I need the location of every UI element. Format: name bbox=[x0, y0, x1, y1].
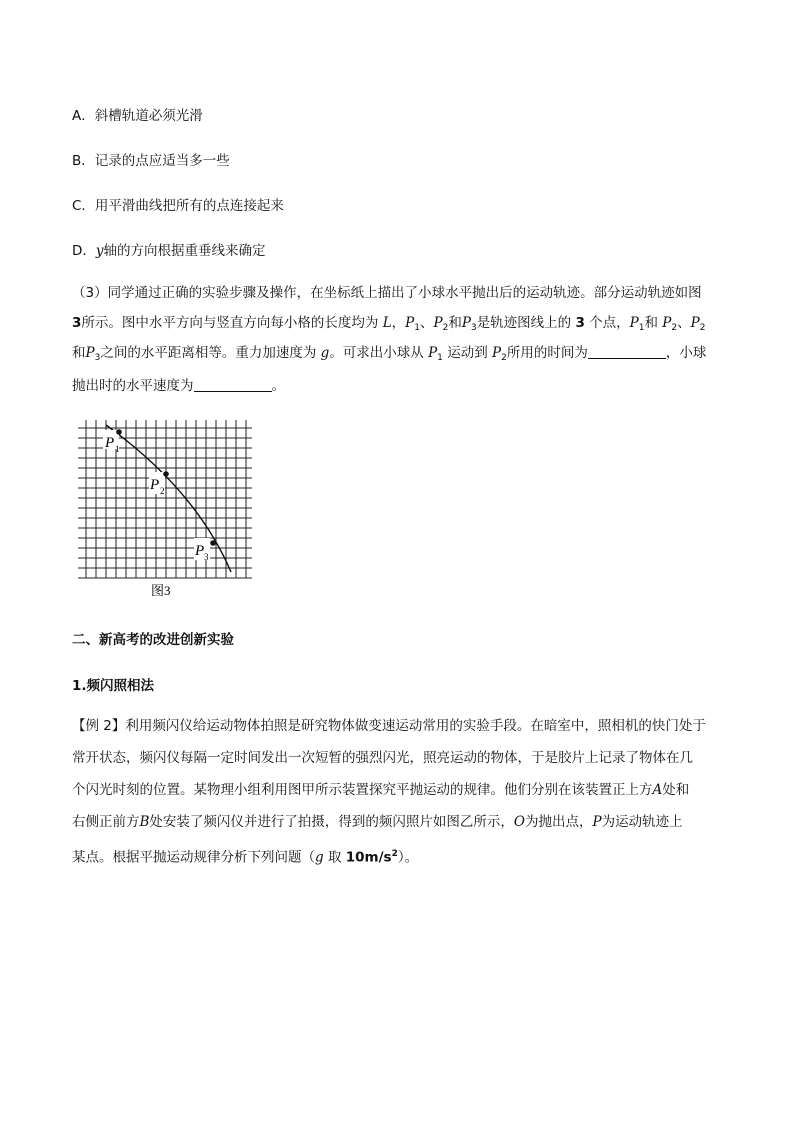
point-p3 bbox=[210, 540, 216, 546]
option-c: C．用平滑曲线把所有的点连接起来 bbox=[72, 198, 284, 214]
subsection-title: 1.频闪照相法 bbox=[72, 678, 155, 694]
figure-caption: 图3 bbox=[151, 583, 171, 598]
label-p3: P bbox=[195, 543, 205, 559]
trajectory-figure bbox=[76, 420, 260, 605]
label-p2: P bbox=[150, 477, 160, 493]
option-b: B．记录的点应适当多一些 bbox=[72, 153, 230, 169]
option-d: D．y轴的方向根据重垂线来确定 bbox=[72, 243, 266, 259]
label-p3-sub: 3 bbox=[204, 552, 209, 562]
section-title: 二、新高考的改进创新实验 bbox=[72, 632, 234, 648]
answer-blank-velocity[interactable] bbox=[194, 378, 272, 392]
label-p2-sub: 2 bbox=[160, 486, 165, 496]
label-p1: P bbox=[105, 435, 115, 451]
answer-blank-time[interactable] bbox=[588, 345, 666, 359]
point-p1 bbox=[116, 429, 122, 435]
point-p2 bbox=[163, 471, 169, 477]
label-p1-sub: 1 bbox=[115, 444, 120, 454]
option-a: A．斜槽轨道必须光滑 bbox=[72, 108, 203, 124]
